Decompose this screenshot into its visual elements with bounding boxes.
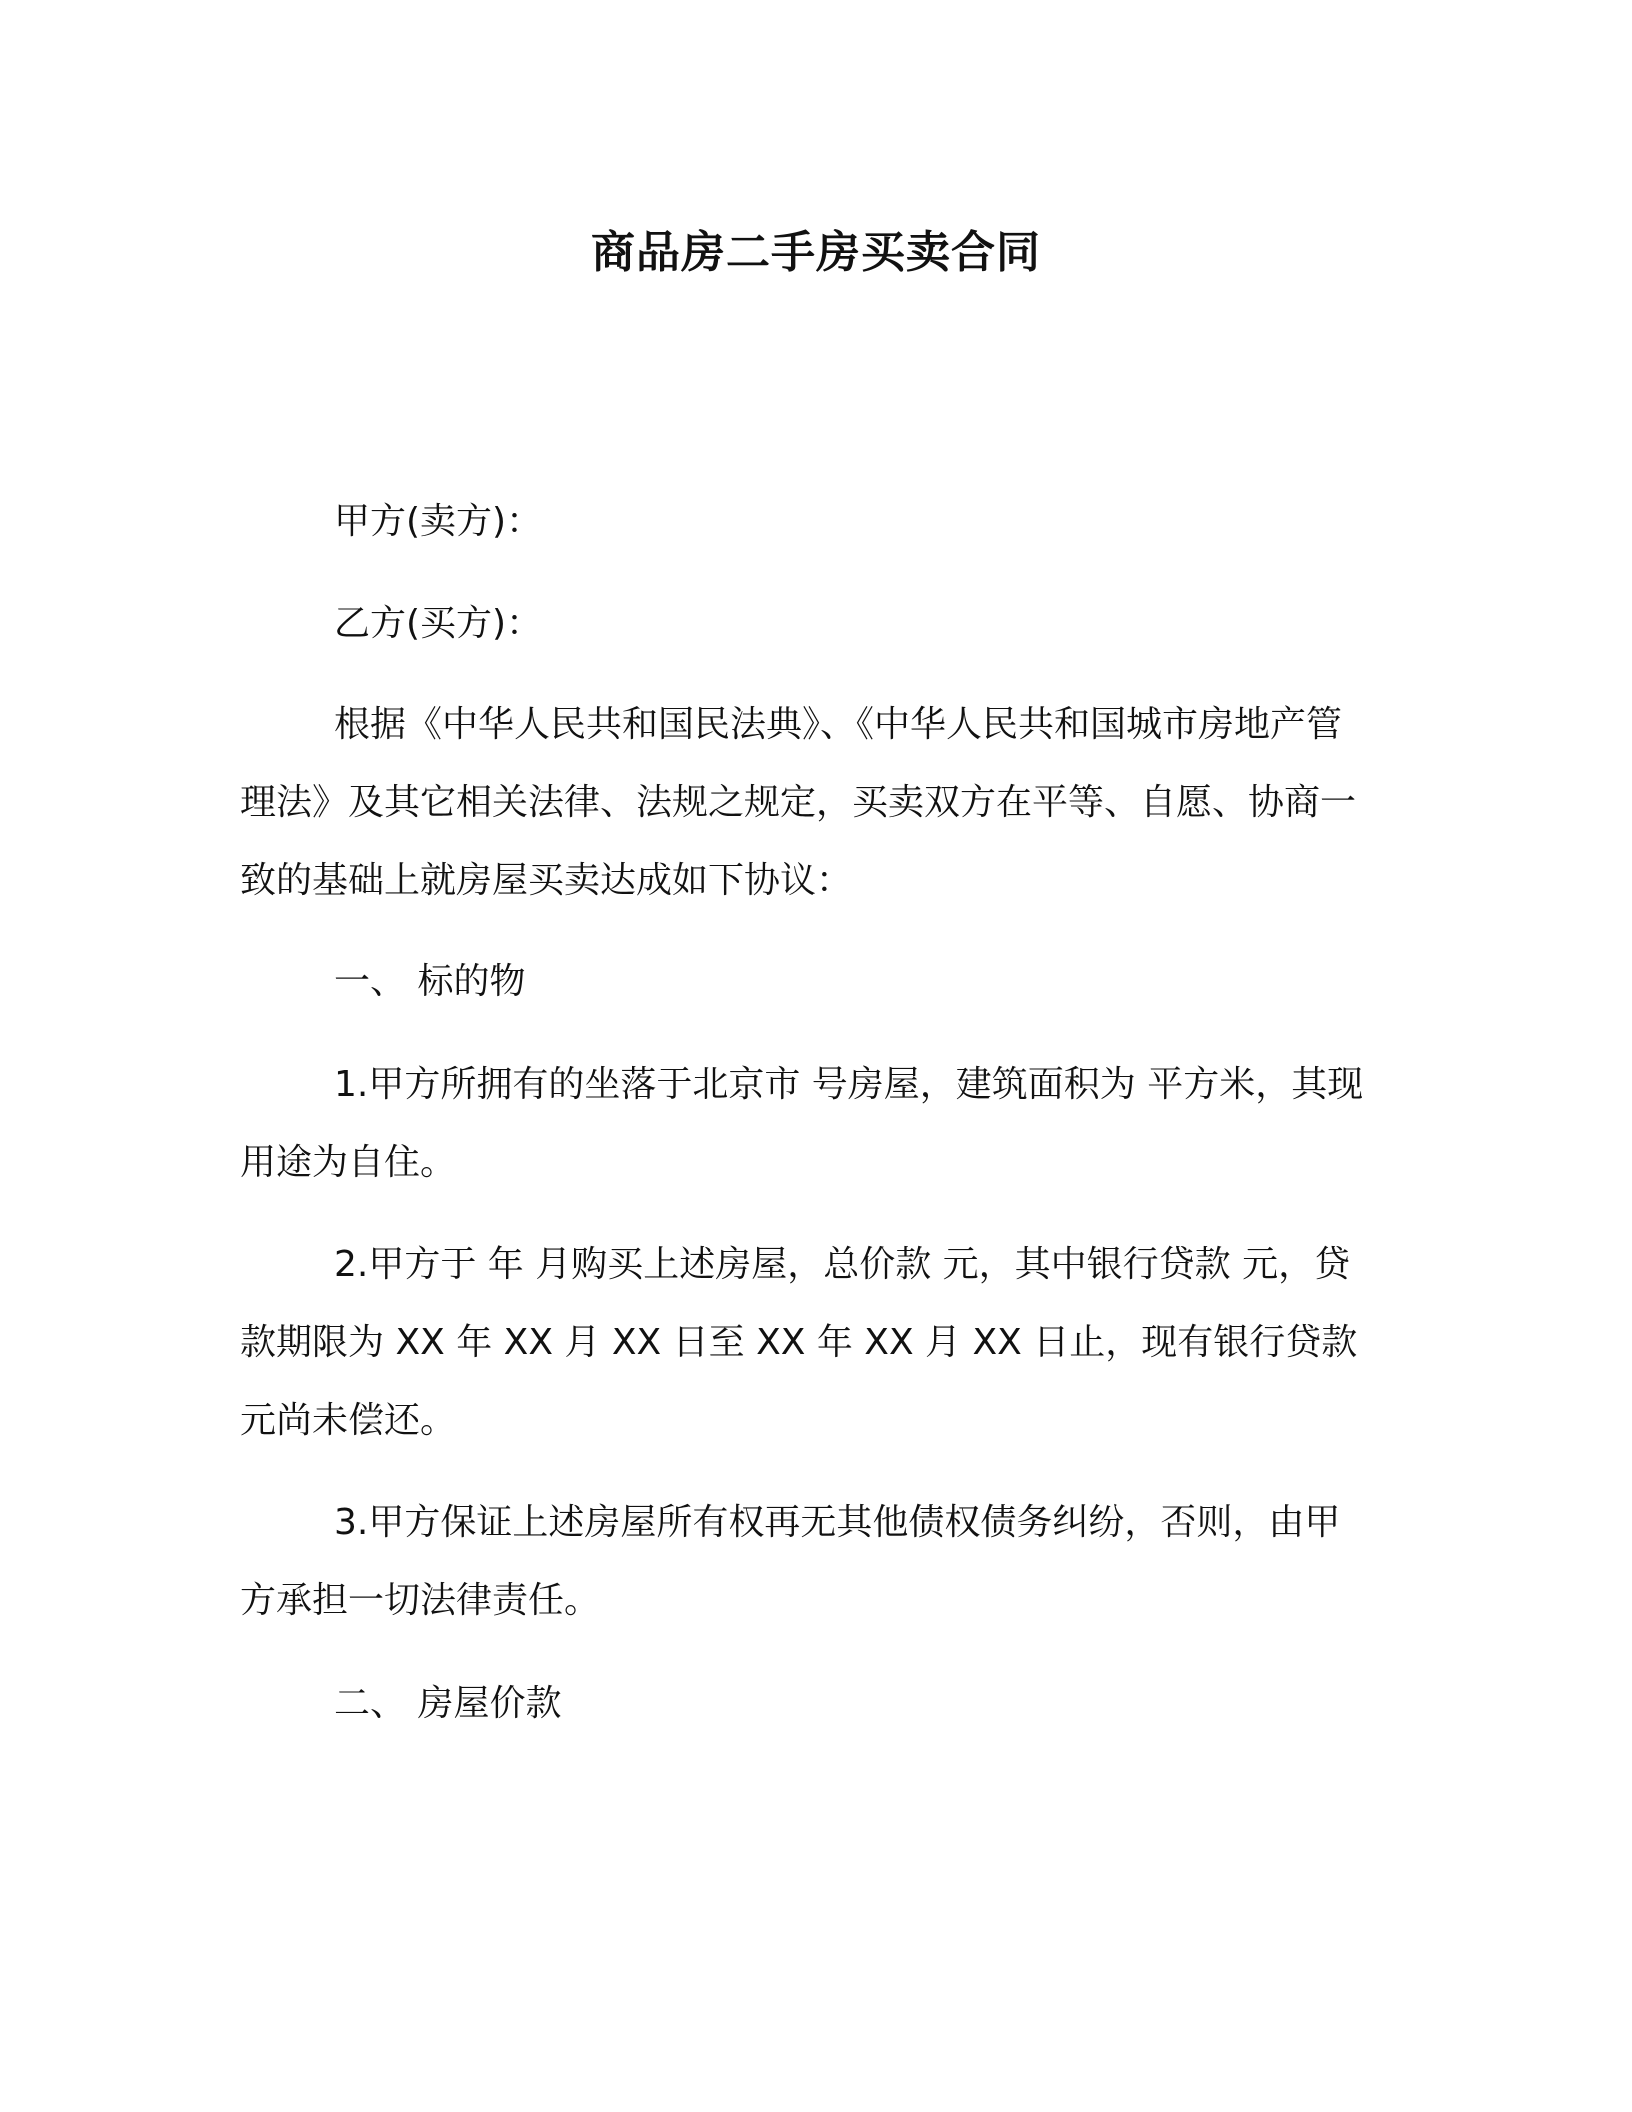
seller-party-label: 甲方(卖方)： <box>334 501 543 542</box>
document-title: 商品房二手房买卖合同 <box>591 227 1041 278</box>
section-1-item-1: 1.甲方所拥有的坐落于北京市 号房屋，建筑面积为 平方米，其现用途为自住。 <box>240 1064 1364 1183</box>
section-1-heading: 一、 标的物 <box>334 961 526 1002</box>
intro-paragraph: 根据《中华人民共和国民法典》、《中华人民共和国城市房地产管理法》及其它相关法律、法规之规定，买卖双方在平等、自愿、协商一致的基础上就房屋买卖达成如下协议： <box>240 704 1357 901</box>
section-1-item-3: 3.甲方保证上述房屋所有权再无其他债权债务纠纷，否则，由甲方承担一切法律责任。 <box>240 1502 1341 1621</box>
section-2-heading: 二、 房屋价款 <box>334 1683 562 1724</box>
section-1-item-2: 2.甲方于 年 月购买上述房屋，总价款 元，其中银行贷款 元，贷款期限为 XX 年 XX 月 XX 日至 XX 年 XX 月 XX 日止，现有银行贷款 元尚未偿还。 <box>240 1244 1358 1441</box>
buyer-party-label: 乙方(买方)： <box>334 603 543 644</box>
